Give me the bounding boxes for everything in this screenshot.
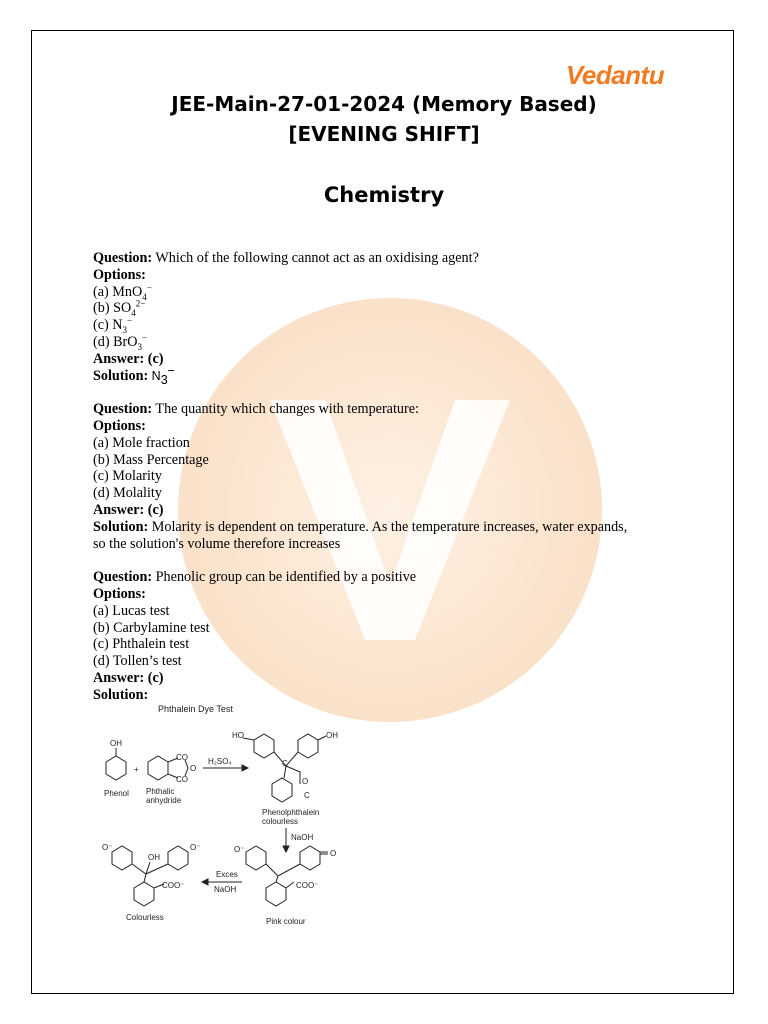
svg-text:O: O <box>302 777 309 786</box>
questions-content <box>93 250 633 704</box>
question-label: Question: <box>93 250 153 266</box>
svg-text:colourless: colourless <box>262 817 299 826</box>
svg-text:Exces: Exces <box>216 870 238 879</box>
pp-ring-left <box>254 734 274 758</box>
subject-heading: Chemistry <box>323 183 445 207</box>
q1-option-d: (d) BrO$_3$− <box>93 332 148 352</box>
phenol-label: Phenol <box>104 789 129 798</box>
q2-option-b: (b) Mass Percentage <box>93 451 209 468</box>
figure-title: Phthalein Dye Test <box>158 704 233 714</box>
phthalein-dye-test-figure <box>90 702 450 932</box>
q3-solution: Solution: <box>93 686 149 703</box>
svg-text:OH: OH <box>326 731 338 740</box>
q3-question: Question: Phenolic group can be identified by a positive <box>93 569 417 586</box>
pp-ring-right <box>298 734 318 758</box>
colourless-label: Colourless <box>126 913 164 922</box>
svg-text:CO: CO <box>176 753 188 762</box>
q1-option-a: (a) MnO$_4$− <box>93 281 152 302</box>
q1-option-c: (c) $N_3^-$ <box>93 315 133 336</box>
svg-text:O: O <box>190 764 197 773</box>
q2-answer: Answer: (c) <box>93 501 164 518</box>
q1-options-label: Options: <box>93 266 146 283</box>
svg-text:COO⁻: COO⁻ <box>296 881 319 890</box>
phenol-ring <box>106 756 126 780</box>
pink-ring-bottom <box>266 882 286 906</box>
naoh-label: NaOH <box>291 833 314 842</box>
pink-colour-label: Pink colour <box>266 917 306 926</box>
svg-text:O⁻: O⁻ <box>234 845 245 854</box>
phenol-oh-label: OH <box>110 739 122 748</box>
q3-options-label: Options: <box>93 585 146 602</box>
q3-option-b: (b) Carbylamine test <box>93 619 210 636</box>
q2-solution: Solution: Molarity is dependent on temperature. As the temperature increases, water expands, so the solution's volume therefore increases <box>93 518 628 552</box>
q1-solution: Solution: $N_3^-$ <box>93 362 175 387</box>
q1-question: Question: Which of the following cannot act as an oxidising agent? <box>93 250 479 266</box>
svg-text:C: C <box>304 791 310 800</box>
vedantu-logo: Vedantu <box>566 60 665 90</box>
q2-option-a: (a) Mole fraction <box>93 434 190 451</box>
svg-text:O: O <box>330 849 337 858</box>
q3-option-a: (a) Lucas test <box>93 602 170 619</box>
svg-text:Phthalic: Phthalic <box>146 787 175 796</box>
q2-option-d: (d) Molality <box>93 485 162 502</box>
svg-text:O⁻: O⁻ <box>190 843 201 852</box>
q2-question: Question: The quantity which changes with temperature: <box>93 401 419 418</box>
svg-text:anhydride: anhydride <box>146 796 182 805</box>
pink-ring-right <box>300 846 320 870</box>
exam-title: JEE-Main-27-01-2024 (Memory Based) <box>171 92 597 116</box>
svg-text:Phenolphthalein: Phenolphthalein <box>262 808 320 817</box>
q3-option-d: (d) Tollen’s test <box>93 653 182 670</box>
svg-text:NaOH: NaOH <box>214 885 237 894</box>
phthalic-ring <box>148 756 168 780</box>
q1-answer: Answer: (c) <box>93 350 164 367</box>
svg-text:O⁻: O⁻ <box>102 843 113 852</box>
colourless-ring-bottom <box>134 882 154 906</box>
q1-option-b: (b) $SO_4^{2-}$ <box>93 298 146 319</box>
svg-text:CO: CO <box>176 775 188 784</box>
q3-answer: Answer: (c) <box>93 669 164 686</box>
colourless-ring-right <box>168 846 188 870</box>
svg-text:OH: OH <box>148 853 160 862</box>
exam-shift: [EVENING SHIFT] <box>288 122 480 146</box>
q2-option-c: (c) Molarity <box>93 468 162 485</box>
svg-text:HO: HO <box>232 731 244 740</box>
q3-option-c: (c) Phthalein test <box>93 636 190 653</box>
svg-text:COO⁻: COO⁻ <box>162 881 185 890</box>
plus-sign: + <box>134 765 139 774</box>
q2-options-label: Options: <box>93 417 146 434</box>
colourless-ring-left <box>112 846 132 870</box>
h2so4-label: H₂SO₄ <box>208 757 232 766</box>
svg-text:C: C <box>282 759 288 768</box>
pp-ring-bottom <box>272 778 292 802</box>
pink-ring-left <box>246 846 266 870</box>
